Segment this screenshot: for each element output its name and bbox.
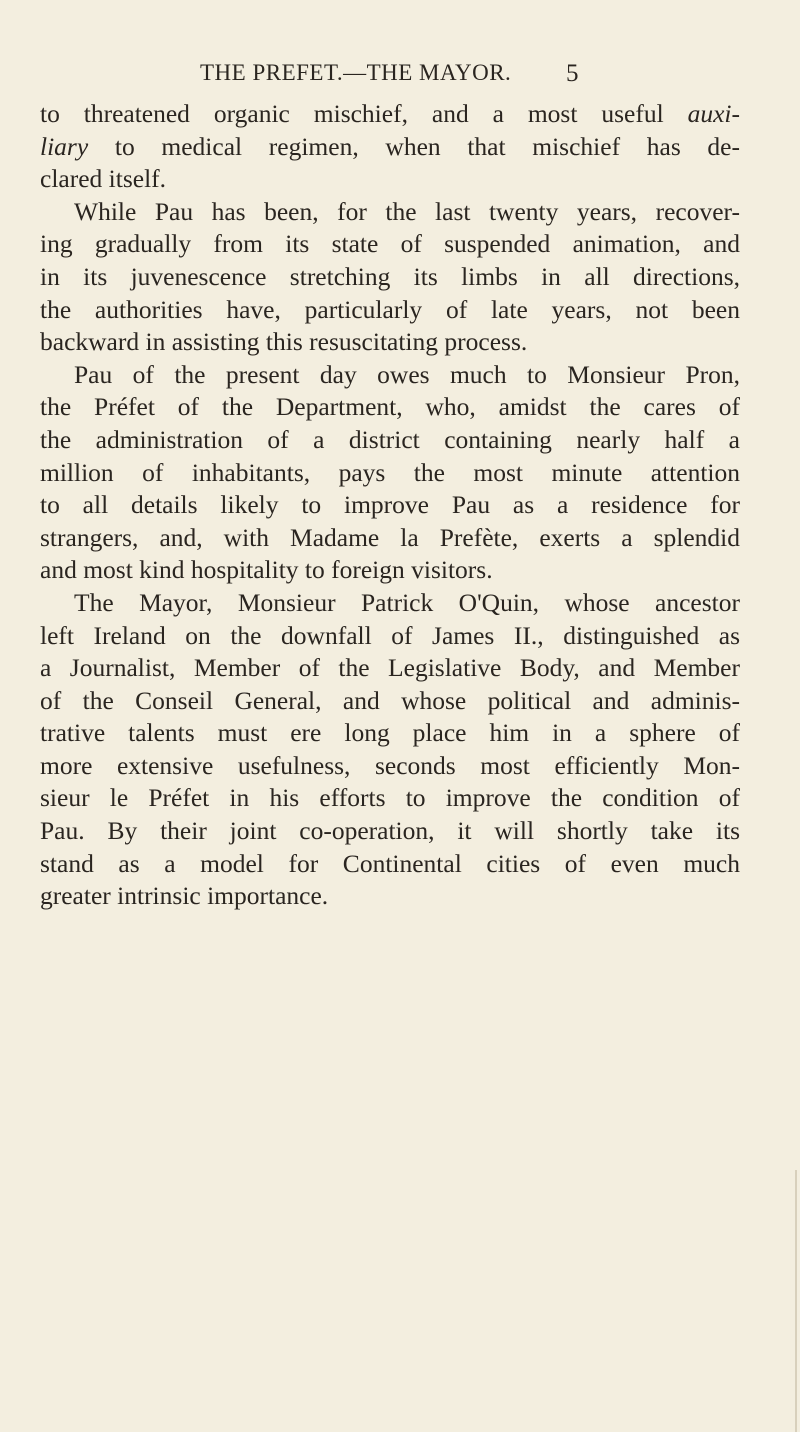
text-line-20: trative talents must ere long place him in a sphere of xyxy=(40,718,740,748)
text-line-10: the Préfet of the Department, who, amidst the cares of xyxy=(40,392,740,422)
text-line-3: clared itself. xyxy=(40,164,167,194)
text-line-24: stand as a model for Continental cities of even much xyxy=(40,848,740,878)
text-line-25: greater intrinsic importance. xyxy=(40,881,329,911)
text-line-9: Pau of the present day owes much to Monsieur Pron, xyxy=(74,359,740,389)
text-line-11: the administration of a district containing nearly half a xyxy=(40,424,740,454)
text-line-15: and most kind hospitality to foreign visitors. xyxy=(40,555,493,585)
page-number: 5 xyxy=(566,60,579,87)
page-edge-shadow xyxy=(795,1170,797,1432)
text-line-12: million of inhabitants, pays the most minute attention xyxy=(40,457,740,487)
text-line-22: sieur le Préfet in his efforts to improve the condition of xyxy=(40,783,740,813)
body-text xyxy=(40,98,740,913)
text-line-18: a Journalist, Member of the Legislative Body, and Member xyxy=(40,653,740,683)
text-line-7: the authorities have, particularly of late years, not been xyxy=(40,294,740,324)
text-line-19: of the Conseil General, and whose political and adminis- xyxy=(40,685,740,715)
running-head-title: THE PREFET.—THE MAYOR. xyxy=(200,60,512,85)
text-line-21: more extensive usefulness, seconds most efficiently Mon- xyxy=(40,750,740,780)
text-line-14: strangers, and, with Madame la Prefète, exerts a splendid xyxy=(40,522,740,552)
text-line-23: Pau. By their joint co-operation, it will shortly take its xyxy=(40,816,740,846)
text-line-2: liary to medical regimen, when that mischief has de- xyxy=(40,131,740,161)
running-head xyxy=(200,60,620,90)
text-line-17: left Ireland on the downfall of James II., distinguished as xyxy=(40,620,740,650)
text-line-13: to all details likely to improve Pau as a residence for xyxy=(40,490,740,520)
text-line-6: in its juvenescence stretching its limbs in all directions, xyxy=(40,261,740,291)
text-line-16: The Mayor, Monsieur Patrick O'Quin, whose ancestor xyxy=(74,587,740,617)
text-line-4: While Pau has been, for the last twenty years, recover- xyxy=(74,196,740,226)
text-line-5: ing gradually from its state of suspended animation, and xyxy=(40,229,740,259)
text-line-1: to threatened organic mischief, and a most useful auxi- xyxy=(40,99,740,128)
text-line-8: backward in assisting this resuscitating process. xyxy=(40,327,528,357)
